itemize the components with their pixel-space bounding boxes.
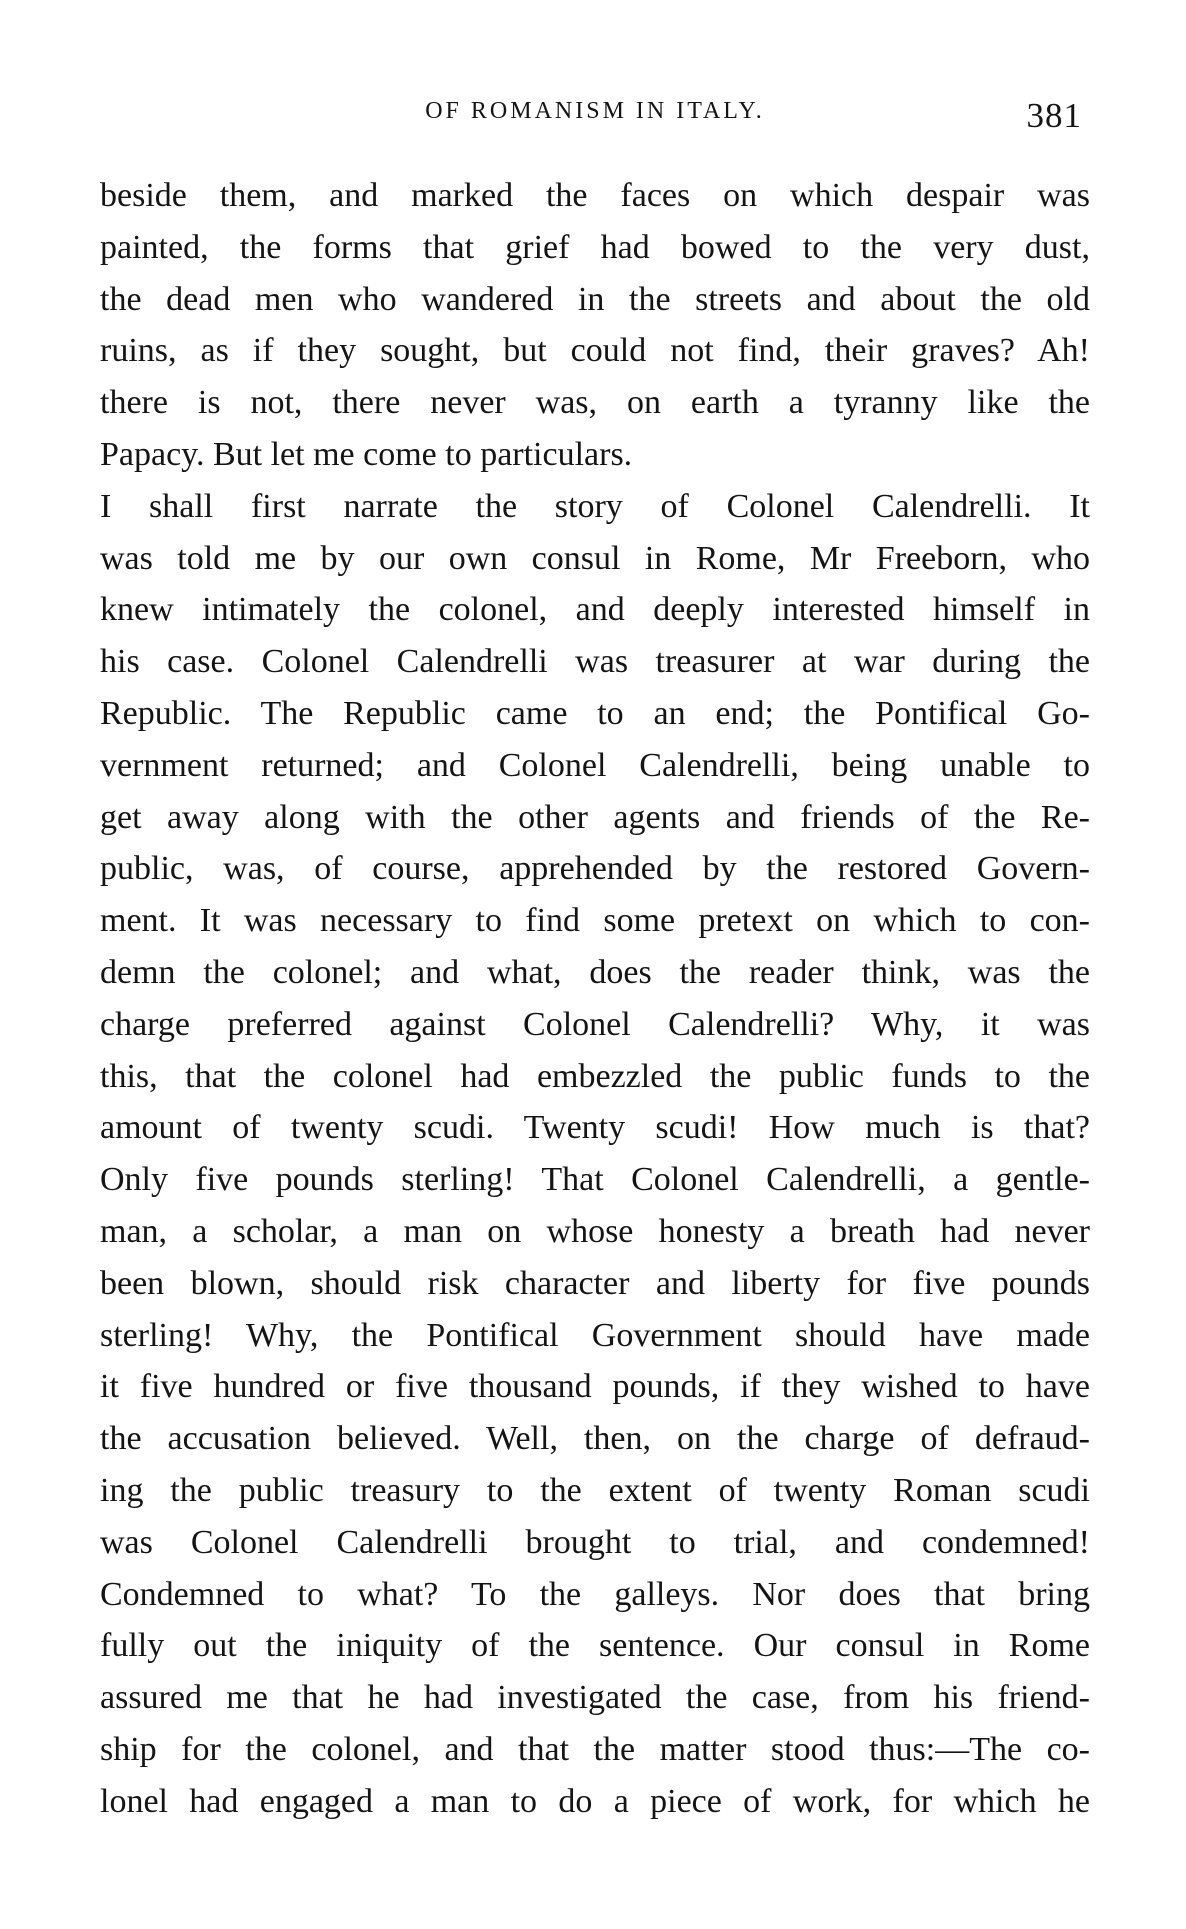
text-line: man, a scholar, a man on whose honesty a breath had never <box>100 1212 1090 1250</box>
text-line: this, that the colonel had embezzled the public funds to the <box>100 1057 1090 1095</box>
text-line: get away along with the other agents and friends of the Re- <box>100 798 1090 836</box>
text-line: was Colonel Calendrelli brought to trial, and condemned! <box>100 1523 1090 1561</box>
text-line: Papacy. But let me come to particulars. <box>100 435 633 473</box>
text-line: Only five pounds sterling! That Colonel Calendrelli, a gentle- <box>100 1161 1090 1199</box>
text-line: ing the public treasury to the extent of twenty Roman scudi <box>100 1471 1090 1509</box>
text-line: assured me that he had investigated the case, from his friend- <box>100 1679 1090 1717</box>
text-line: I shall first narrate the story of Colonel Calendrelli. It <box>100 487 1090 525</box>
text-line: beside them, and marked the faces on which despair was <box>100 177 1090 214</box>
text-line: Republic. The Republic came to an end; the Pontifical Go- <box>100 694 1090 732</box>
page-number: 381 <box>1026 96 1082 135</box>
text-line: the accusation believed. Well, then, on the charge of defraud- <box>100 1420 1090 1458</box>
text-line: Condemned to what? To the galleys. Nor does that bring <box>100 1575 1090 1613</box>
text-line: knew intimately the colonel, and deeply interested himself in <box>100 591 1090 629</box>
text-line: there is not, there never was, on earth a tyranny like the <box>100 384 1090 422</box>
text-line: was told me by our own consul in Rome, Mr Freeborn, who <box>100 539 1090 577</box>
body-text <box>100 170 1090 1828</box>
text-line: amount of twenty scudi. Twenty scudi! How much is that? <box>100 1109 1090 1147</box>
text-line: lonel had engaged a man to do a piece of work, for which he <box>100 1782 1090 1820</box>
text-line: been blown, should risk character and liberty for five pounds <box>100 1264 1090 1302</box>
text-line: ship for the colonel, and that the matter stood thus:—The co- <box>100 1730 1090 1768</box>
text-line: ment. It was necessary to find some pretext on which to con- <box>100 902 1090 940</box>
text-line: fully out the iniquity of the sentence. Our consul in Rome <box>100 1627 1090 1665</box>
text-line: public, was, of course, apprehended by the restored Govern- <box>100 850 1090 888</box>
text-line: demn the colonel; and what, does the reader think, was the <box>100 953 1090 991</box>
running-head <box>100 96 1090 136</box>
text-line: sterling! Why, the Pontifical Government should have made <box>100 1316 1090 1354</box>
text-line: his case. Colonel Calendrelli was treasurer at war during the <box>100 643 1090 681</box>
text-line: vernment returned; and Colonel Calendrelli, being unable to <box>100 746 1090 784</box>
text-line: the dead men who wandered in the streets and about the old <box>100 280 1090 318</box>
text-line: it five hundred or five thousand pounds, if they wished to have <box>100 1368 1090 1406</box>
text-line: charge preferred against Colonel Calendrelli? Why, it was <box>100 1005 1090 1043</box>
text-line: painted, the forms that grief had bowed to the very dust, <box>100 228 1090 266</box>
text-line: ruins, as if they sought, but could not find, their graves? Ah! <box>100 332 1090 370</box>
running-title: OF ROMANISM IN ITALY. <box>425 98 765 124</box>
